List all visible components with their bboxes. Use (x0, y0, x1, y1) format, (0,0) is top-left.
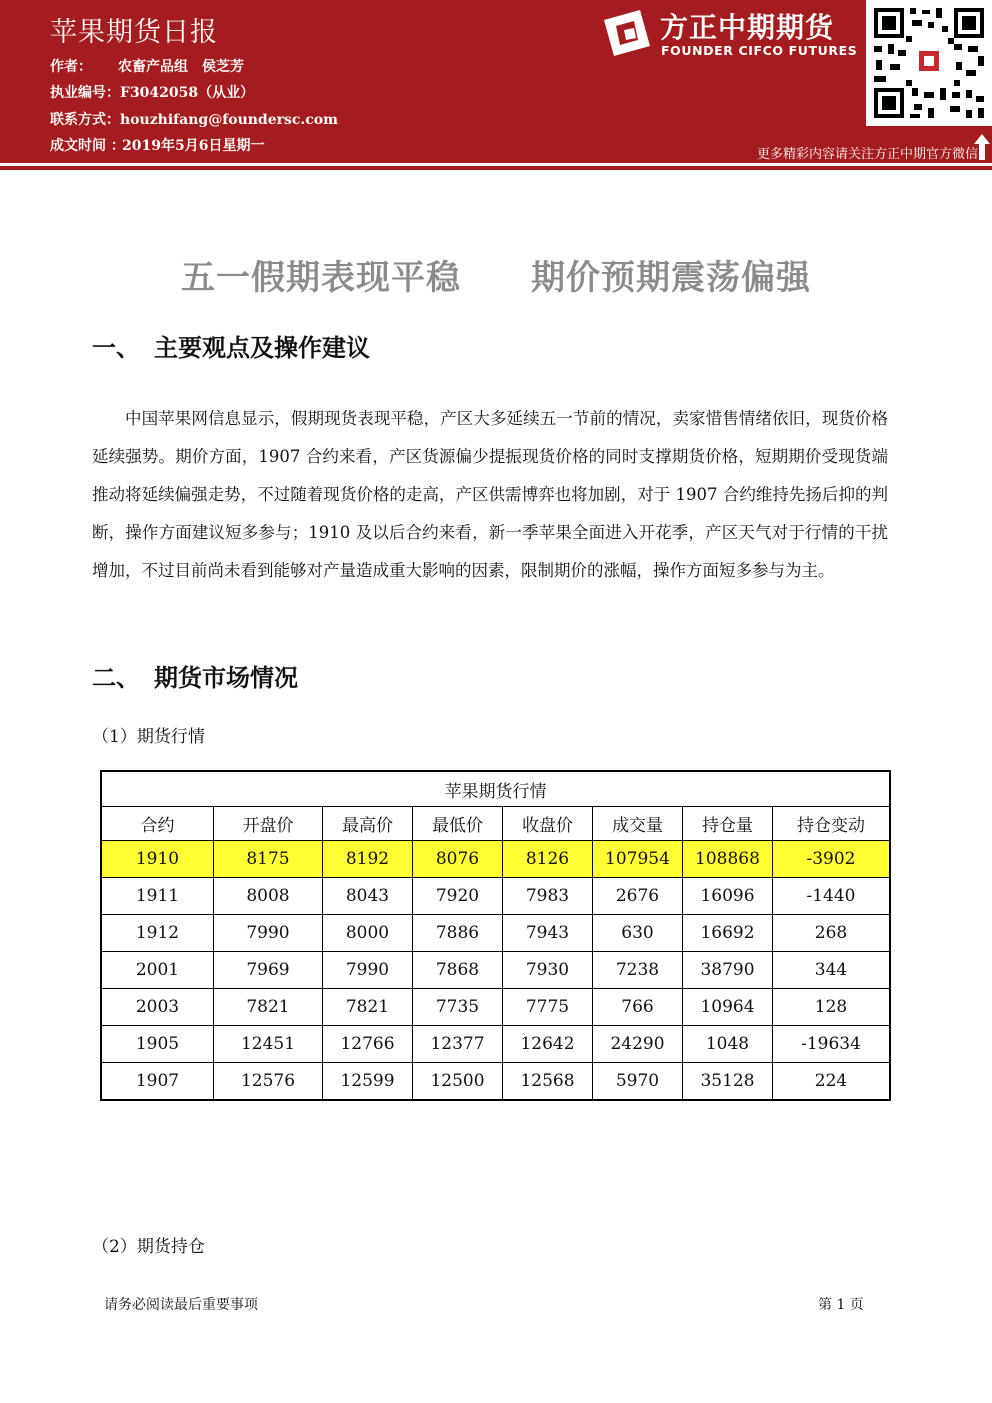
table-cell: 12766 (323, 1026, 413, 1063)
table-header-cell: 持仓量 (683, 807, 773, 841)
table-cell: -19634 (773, 1026, 891, 1063)
table-cell: 7868 (413, 952, 503, 989)
table-cell: 766 (593, 989, 683, 1026)
date-value: 2019年5月6日星期一 (122, 138, 265, 154)
table-cell: -1440 (773, 878, 891, 915)
table-cell: 1905 (101, 1026, 214, 1063)
table-cell: 35128 (683, 1063, 773, 1101)
report-header (0, 0, 992, 163)
section-1-title: 主要观点及操作建议 (154, 333, 370, 362)
table-cell: 8175 (214, 841, 323, 878)
table-cell: 7238 (593, 952, 683, 989)
report-title: 苹果期货日报 (50, 17, 218, 48)
table-header-cell: 最低价 (413, 807, 503, 841)
contact-line (50, 109, 338, 129)
table-cell: 7990 (214, 915, 323, 952)
wechat-qr-code[interactable] (866, 0, 992, 126)
logo-chinese-name: 方正中期期货 (660, 11, 835, 44)
table-cell: 8076 (413, 841, 503, 878)
page-number: 第 1 页 (818, 1297, 864, 1313)
table-header-cell: 持仓变动 (773, 807, 891, 841)
table-cell: 12599 (323, 1063, 413, 1101)
subsection-futures-quotes: （1）期货行情 (92, 727, 205, 747)
table-cell: 12451 (214, 1026, 323, 1063)
table-cell: 8126 (503, 841, 593, 878)
table-cell: 1910 (101, 841, 214, 878)
table-header-cell: 最高价 (323, 807, 413, 841)
table-cell: 12377 (413, 1026, 503, 1063)
table-cell: 1912 (101, 915, 214, 952)
table-row (101, 878, 890, 915)
table-cell: 16096 (683, 878, 773, 915)
section-2-title: 期货市场情况 (154, 663, 298, 692)
table-cell: 7920 (413, 878, 503, 915)
table-cell: 7943 (503, 915, 593, 952)
table-cell: 108868 (683, 841, 773, 878)
contact-value: houzhifang@foundersc.com (120, 112, 338, 128)
footer-notice: 请务必阅读最后重要事项 (104, 1297, 258, 1313)
table-cell: 7821 (214, 989, 323, 1026)
table-cell: 38790 (683, 952, 773, 989)
license-value: F3042058（从业） (120, 85, 255, 101)
section-1-number: 一、 (92, 333, 140, 362)
table-cell: 224 (773, 1063, 891, 1101)
title-right: 期价预期震荡偏强 (531, 258, 811, 298)
author-value: 农畜产品组 侯芝芳 (118, 59, 244, 75)
table-cell: 7735 (413, 989, 503, 1026)
author-line (50, 56, 244, 76)
section-2-number: 二、 (92, 663, 140, 692)
main-viewpoint-paragraph: 中国苹果网信息显示，假期现货表现平稳，产区大多延续五一节前的情况，卖家惜售情绪依旧，现货价格延续强势。期价方面，1907 合约来看，产区货源偏少提振现货价格的同时支撑期货价格，短期期价受现货端推动将延续偏强走势，不过随着现货价格的走高，产区供需博弈也将加剧，对于 1907 合约维持先扬后抑的判断，操作方面建议短多参与；1910 及以后合约来看，新一季苹果全面进入开花季，产区天气对于行情的干扰增加，不过目前尚未看到能够对产量造成重大影响的因素，限制期价的涨幅，操作方面短多参与为主。 (92, 409, 888, 580)
table-cell: 2001 (101, 952, 214, 989)
table-row (101, 841, 890, 878)
date-line (50, 135, 264, 155)
license-label: 执业编号： (50, 85, 120, 101)
license-line (50, 82, 254, 102)
table-caption-row (101, 771, 890, 807)
subsection-futures-positions: （2）期货持仓 (92, 1237, 205, 1257)
table-cell: 8008 (214, 878, 323, 915)
table-row (101, 952, 890, 989)
header-divider (0, 166, 992, 170)
table-header-cell: 合约 (101, 807, 214, 841)
table-cell: 107954 (593, 841, 683, 878)
founder-logo-icon (604, 10, 650, 56)
table-cell: 12576 (214, 1063, 323, 1101)
table-cell: 5970 (593, 1063, 683, 1101)
table-header-cell: 成交量 (593, 807, 683, 841)
table-cell: 16692 (683, 915, 773, 952)
table-row (101, 1026, 890, 1063)
table-cell: 2003 (101, 989, 214, 1026)
table-cell: 8043 (323, 878, 413, 915)
qr-caption: 更多精彩内容请关注方正中期官方微信 (756, 147, 978, 162)
table-cell: 7990 (323, 952, 413, 989)
table-cell: 128 (773, 989, 891, 1026)
contact-label: 联系方式： (50, 112, 120, 128)
table-cell: 1048 (683, 1026, 773, 1063)
table-cell: 7821 (323, 989, 413, 1026)
arrow-up-icon (974, 134, 990, 160)
table-cell: 10964 (683, 989, 773, 1026)
logo-english-name: FOUNDER CIFCO FUTURES (661, 43, 858, 58)
table-cell: 8192 (323, 841, 413, 878)
author-label: 作者： (50, 59, 92, 75)
table-cell: 7983 (503, 878, 593, 915)
table-row (101, 989, 890, 1026)
table-cell: -3902 (773, 841, 891, 878)
section-1-heading (92, 328, 370, 363)
table-cell: 630 (593, 915, 683, 952)
table-cell: 344 (773, 952, 891, 989)
table-cell: 7886 (413, 915, 503, 952)
company-logo (604, 6, 859, 60)
table-cell: 7775 (503, 989, 593, 1026)
table-cell: 7969 (214, 952, 323, 989)
table-row (101, 915, 890, 952)
table-header-cell: 开盘价 (214, 807, 323, 841)
table-cell: 1907 (101, 1063, 214, 1101)
document-title (0, 250, 992, 299)
apple-futures-quote-table (100, 770, 891, 1101)
title-left: 五一假期表现平稳 (181, 258, 461, 298)
qr-code-icon (866, 0, 992, 126)
table-caption: 苹果期货行情 (101, 771, 890, 807)
table-cell: 1911 (101, 878, 214, 915)
table-cell: 12500 (413, 1063, 503, 1101)
table-cell: 24290 (593, 1026, 683, 1063)
table-cell: 2676 (593, 878, 683, 915)
table-cell: 12642 (503, 1026, 593, 1063)
section-2-heading (92, 658, 298, 693)
table-header-row (101, 807, 890, 841)
table-cell: 12568 (503, 1063, 593, 1101)
table-cell: 268 (773, 915, 891, 952)
table-cell: 8000 (323, 915, 413, 952)
table-header-cell: 收盘价 (503, 807, 593, 841)
table-row (101, 1063, 890, 1101)
date-label: 成文时间 ： (50, 138, 125, 154)
table-cell: 7930 (503, 952, 593, 989)
